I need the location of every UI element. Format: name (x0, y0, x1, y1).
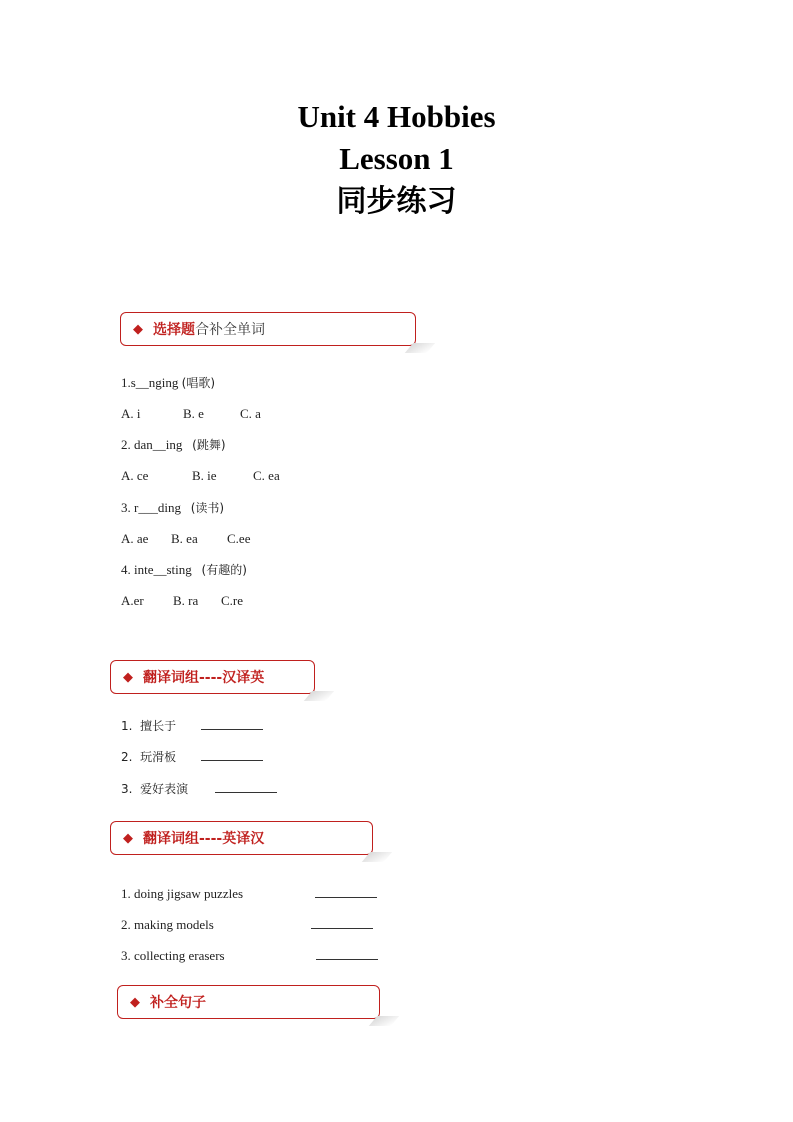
banner-shadow (362, 852, 392, 862)
lesson-title: Lesson 1 (339, 141, 454, 176)
diamond-icon: ◆ (123, 830, 133, 846)
section-banner-cn-en (110, 660, 315, 694)
options-3: A. ae B. ea C.ee (121, 531, 251, 546)
answer-blank[interactable] (316, 947, 378, 960)
section-title: 翻译词组----汉译英 (143, 670, 265, 686)
answer-blank[interactable] (215, 780, 277, 793)
options-2: A. ce B. ie C. ea (121, 468, 280, 483)
answer-blank[interactable] (315, 885, 377, 898)
options-4: A.er B. ra C.re (121, 593, 244, 608)
question-1: 1.s__nging (唱歌) (121, 375, 216, 390)
banner-shadow (405, 343, 435, 353)
en-cn-item-2: 2. making models (121, 916, 373, 933)
question-3: 3. r___ding (读书) (121, 500, 225, 515)
question-4: 4. inte__sting (有趣的) (121, 562, 247, 577)
cn-en-item-3: 3. 爱好表演 (121, 780, 277, 797)
answer-blank[interactable] (311, 916, 373, 929)
section-subtitle: 合补全单词 (195, 322, 265, 338)
section-banner-choice (120, 312, 416, 346)
diamond-icon: ◆ (123, 669, 133, 685)
en-cn-item-3: 3. collecting erasers (121, 947, 378, 964)
diamond-icon: ◆ (130, 994, 140, 1010)
section-banner-sentences (117, 985, 380, 1019)
en-cn-item-1: 1. doing jigsaw puzzles (121, 885, 377, 902)
exercise-title: 同步练习 (336, 184, 457, 219)
section-title: 补全句子 (150, 995, 206, 1011)
section-title: 翻译词组----英译汉 (143, 831, 265, 847)
diamond-icon: ◆ (133, 321, 143, 337)
answer-blank[interactable] (201, 717, 263, 730)
page-title: Unit 4 Hobbies (297, 99, 496, 134)
banner-shadow (369, 1016, 399, 1026)
options-1: A. i B. e C. a (121, 406, 261, 421)
title-block (0, 96, 793, 224)
cn-en-item-2: 2. 玩滑板 (121, 748, 263, 765)
answer-blank[interactable] (201, 748, 263, 761)
banner-shadow (304, 691, 334, 701)
section-banner-en-cn (110, 821, 373, 855)
cn-en-item-1: 1. 擅长于 (121, 717, 263, 734)
question-2: 2. dan__ing (跳舞) (121, 437, 226, 452)
section-title: 选择题 (153, 322, 195, 338)
